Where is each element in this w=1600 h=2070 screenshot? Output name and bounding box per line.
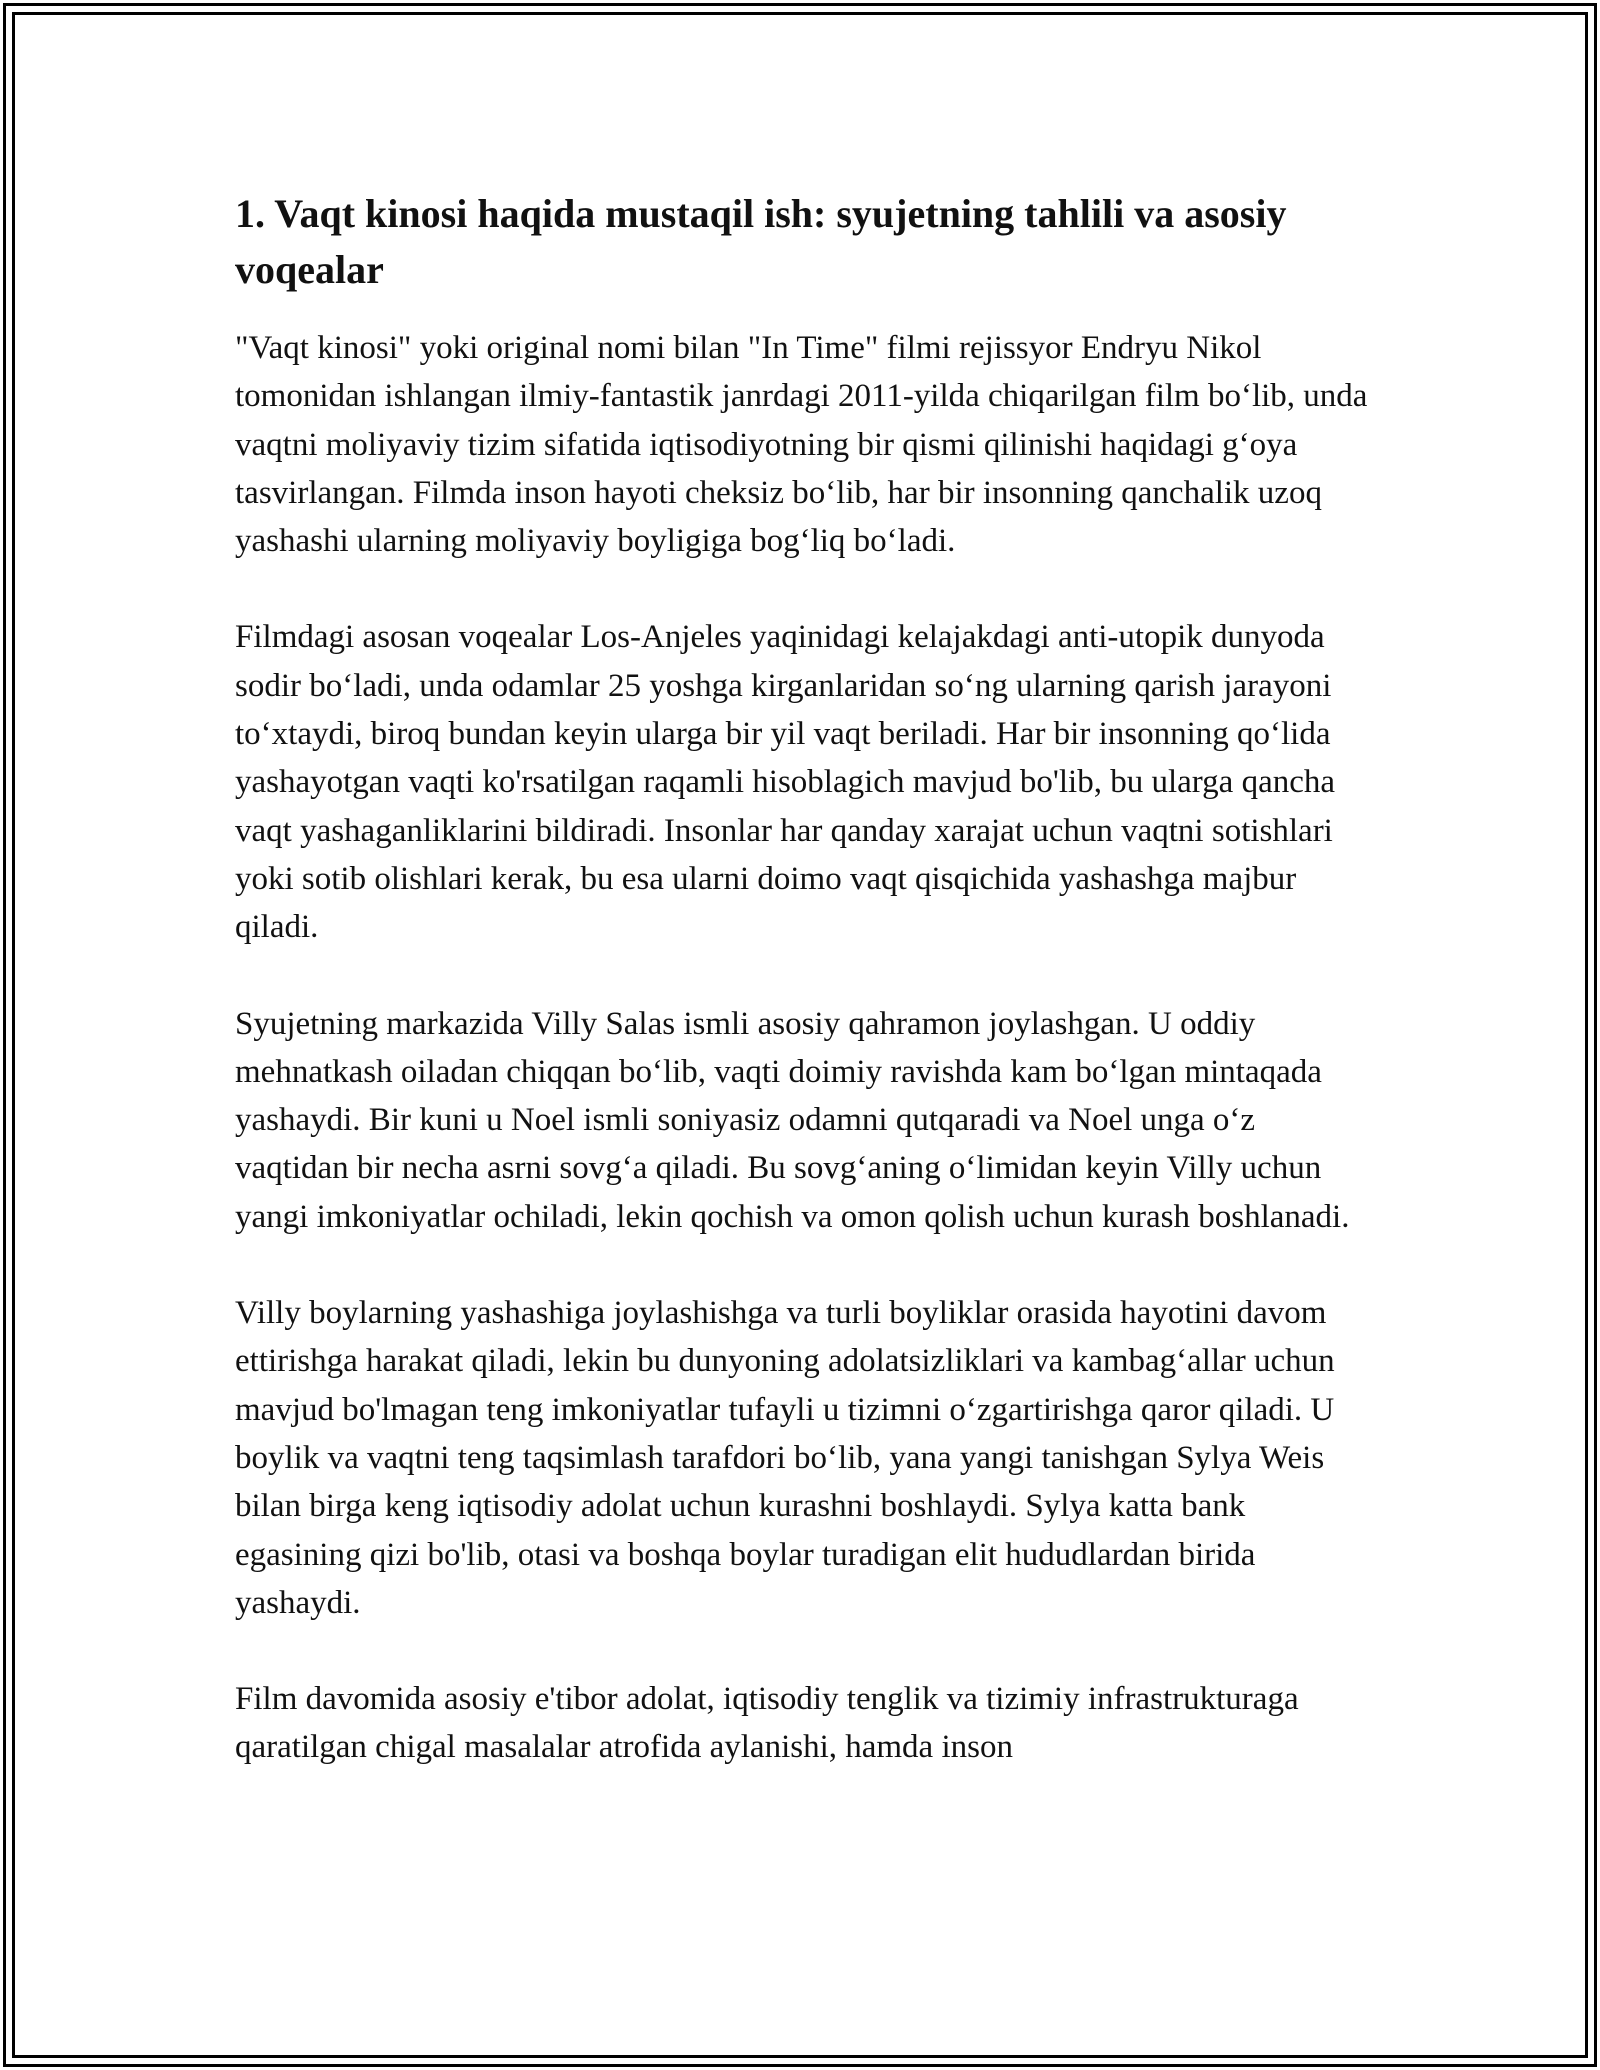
paragraph-1: "Vaqt kinosi" yoki original nomi bilan "In Time" filmi rejissyor Endryu Nikol tomonidan ishlangan ilmiy-fantastik janrdagi 2011-yilda chiqarilgan film bo‘lib, unda vaqtni moliyaviy tizim sifatida iqtisodiyotning bir qismi qilinishi haqidagi g‘oya tasvirlangan. Filmda inson hayoti cheksiz bo‘lib, har bir insonning qanchalik uzoq yashashi ularning moliyaviy boyligiga bog‘liq bo‘ladi. — [235, 330, 1368, 560]
section-heading: 1. Vaqt kinosi haqida mustaqil ish: syujetning tahlili va asosiy voqealar — [235, 191, 1287, 292]
paragraph-2: Filmdagi asosan voqealar Los-Anjeles yaqinidagi kelajakdagi anti-utopik dunyoda sodir bo‘ladi, unda odamlar 25 yoshga kirganlaridan so‘ng ularning qarish jarayoni to‘xtaydi, biroq bundan keyin ularga bir yil vaqt beriladi. Har bir insonning qo‘lida yashayotgan vaqti ko'rsatilgan raqamli hisoblagich mavjud bo'lib, bu ularga qancha vaqt yashaganliklarini bildiradi. Insonlar har qanday xarajat uchun vaqtni sotishlari yoki sotib olishlari kerak, bu esa ularni doimo vaqt qisqichida yashashga majbur qiladi. — [235, 619, 1336, 946]
paragraph-5: Film davomida asosiy e'tibor adolat, iqtisodiy tenglik va tizimiy infrastrukturaga qaratilgan chigal masalalar atrofida aylanishi, hamda inson — [235, 1681, 1299, 1766]
document-body — [235, 186, 1375, 1820]
paragraph-3: Syujetning markazida Villy Salas ismli asosiy qahramon joylashgan. U oddiy mehnatkash oiladan chiqqan bo‘lib, vaqti doimiy ravishda kam bo‘lgan mintaqada yashaydi. Bir kuni u Noel ismli soniyasiz odamni qutqaradi va Noel unga o‘z vaqtidan bir necha asrni sovg‘a qiladi. Bu sovg‘aning o‘limidan keyin Villy uchun yangi imkoniyatlar ochiladi, lekin qochish va omon qolish uchun kurash boshlanadi. — [235, 1005, 1350, 1235]
paragraph-4: Villy boylarning yashashiga joylashishga va turli boyliklar orasida hayotini davom ettirishga harakat qiladi, lekin bu dunyoning adolatsizliklari va kambag‘allar uchun mavjud bo'lmagan teng imkoniyatlar tufayli u tizimni o‘zgartirishga qaror qiladi. U boylik va vaqtni teng taqsimlash tarafdori bo‘lib, yana yangi tanishgan Sylya Weis bilan birga keng iqtisodiy adolat uchun kurashni boshlaydi. Sylya katta bank egasining qizi bo'lib, otasi va boshqa boylar turadigan elit hududlardan birida yashaydi. — [235, 1295, 1335, 1621]
